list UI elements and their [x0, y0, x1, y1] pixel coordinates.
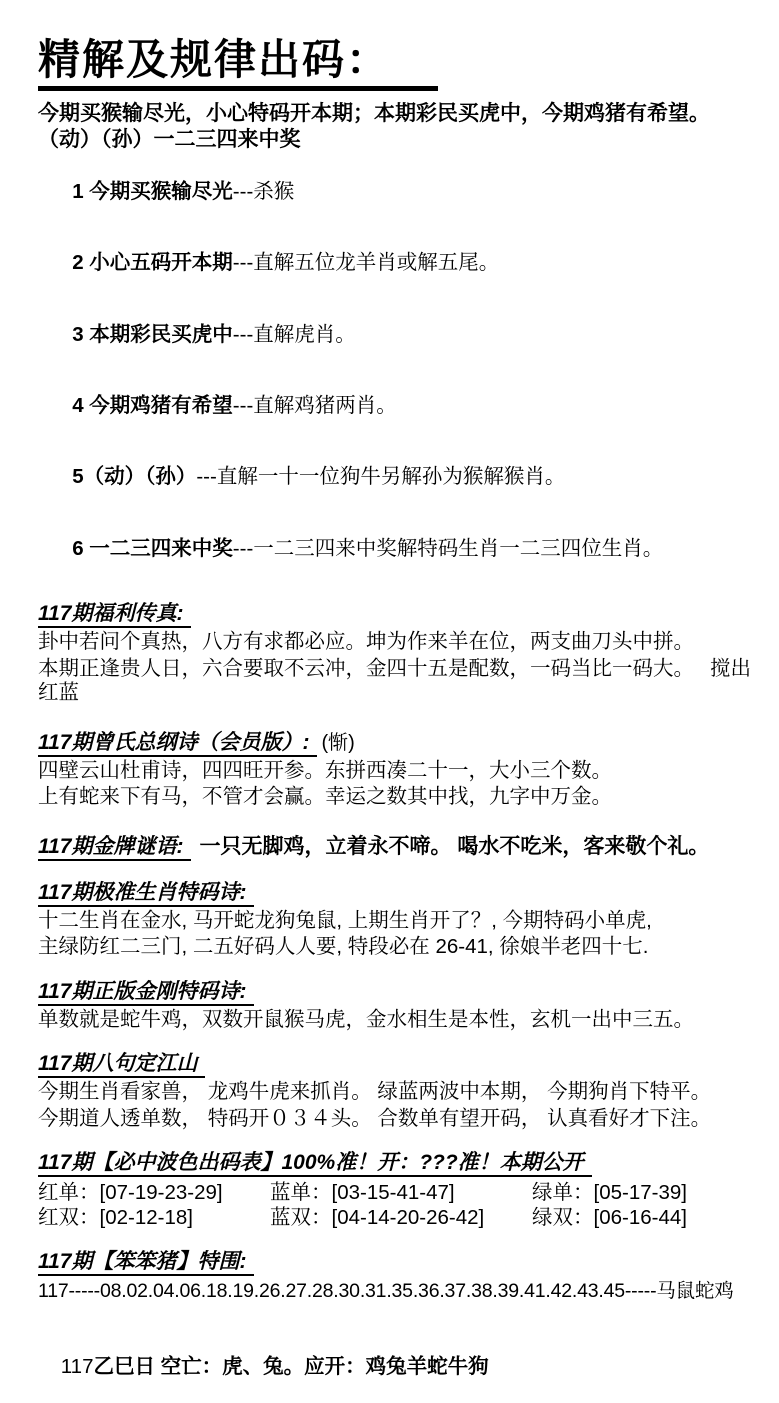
section-benbenzhu-tewei [38, 1250, 751, 1303]
section-heading: 117期极准生肖特码诗: [38, 881, 254, 907]
rule-line [38, 299, 751, 370]
section-line: 十二生肖在金水, 马开蛇龙狗兔鼠, 上期生肖开了？, 今期特码小单虎, [38, 908, 652, 932]
section-jinpai-miyu [38, 830, 751, 861]
benben-numbers-line: 117-----08.02.04.06.18.19.26.27.28.30.31.35.36.37.38.39.41.42.43.45-----马鼠蛇鸡 [38, 1280, 734, 1303]
bose-cell-red-odd: 红单：[07-19-23-29] [38, 1181, 223, 1205]
section-line: 单数就是蛇牛鸡，双数开鼠猴马虎，金水相生是本性，玄机一出中三五。 [38, 1007, 694, 1031]
rule-lead: 1 今期买猴输尽光 [72, 179, 233, 203]
rule-lead: 2 小心五码开本期 [72, 251, 233, 275]
rules-list [38, 156, 751, 584]
intro-text: 今期买猴输尽光，小心特码开本期；本期彩民买虎中，今期鸡猪有希望。（动）（孙）一二三四来中奖 [38, 102, 710, 152]
rule-lead: 3 本期彩民买虎中 [72, 322, 233, 346]
section-heading: 117期曾氏总纲诗（会员版）: [38, 731, 317, 757]
section-line: 今期道人透单数， 特码开０３４头。 合数单有望开码， 认真看好才下注。 [38, 1106, 712, 1130]
bose-cell-green-odd: 绿单：[05-17-39] [532, 1181, 687, 1205]
rule-rest: ---直解五位龙羊肖或解五尾。 [232, 251, 500, 275]
section-fuli-chuanzhen [38, 602, 751, 706]
rule-line [38, 513, 751, 584]
rule-line [38, 227, 751, 298]
bose-table [38, 1181, 751, 1230]
section-line: 今期生肖看家兽， 龙鸡牛虎来抓肖。 绿蓝两波中本期， 今期狗肖下特平。 [38, 1080, 712, 1104]
rule-line [38, 156, 751, 227]
section-heading: 117期八句定江山 [38, 1052, 205, 1078]
section-line: 上有蛇来下有马，不管才会赢。幸运之数其中找，九字中万金。 [38, 785, 612, 809]
bose-cell-red-even: 红双：[02-12-18] [38, 1205, 193, 1229]
doc-title-text: 精解及规律出码： [38, 38, 438, 91]
rule-rest: ---杀猴 [232, 179, 295, 203]
footer-issue-number: 117 [60, 1355, 94, 1379]
page-title [38, 38, 751, 91]
bose-cell-green-even: 绿双：[06-16-44] [532, 1205, 687, 1229]
rule-lead: 5（动）（孙） [72, 465, 197, 489]
section-jingang-tema [38, 980, 751, 1033]
section-note: (惭) [321, 731, 355, 754]
section-heading: 117期福利传真: [38, 602, 191, 628]
section-heading: 117期【必中波色出码表】100%准！开：???准！本期公开 [38, 1151, 592, 1177]
rule-rest: ---一二三四来中奖解特码生肖一二三四位生肖。 [232, 536, 664, 560]
section-heading: 117期正版金刚特码诗: [38, 980, 254, 1006]
section-line: 卦中若问个真热，八方有求都必应。坤为作来羊在位，两支曲刀头中拼。 [38, 630, 694, 654]
section-line: 主绿防红二三门, 二五好码人人要, 特段必在 26-41, 徐娘半老四十七. [38, 935, 649, 959]
rule-lead: 4 今期鸡猪有希望 [72, 394, 233, 418]
section-heading: 117期【笨笨猪】特围: [38, 1250, 254, 1276]
footer-text: 乙巳日 空亡：虎、兔。应开：鸡兔羊蛇牛狗 [93, 1355, 489, 1379]
section-jizhun-shengxiao [38, 881, 751, 960]
bose-cell-blue-even: 蓝双：[04-14-20-26-42] [270, 1205, 485, 1229]
section-bose-chuma-table [38, 1151, 751, 1230]
bose-cell-blue-odd: 蓝单：[03-15-41-47] [270, 1181, 455, 1205]
rule-line [38, 370, 751, 441]
rule-lead: 6 一二三四来中奖 [72, 536, 233, 560]
section-heading: 117期金牌谜语: [38, 835, 191, 861]
riddle-text: 一只无脚鸡，立着永不啼。 喝水不吃米，客来敬个礼。 [199, 834, 710, 858]
section-bajv-dingjiangshan [38, 1052, 751, 1131]
rule-line [38, 442, 751, 513]
section-zengshi-zonggang [38, 726, 751, 810]
rule-rest: ---直解虎肖。 [232, 322, 356, 346]
section-line: 四壁云山杜甫诗，四四旺开参。东拼西凑二十一，大小三个数。 [38, 758, 612, 782]
footer-line [38, 1331, 751, 1403]
section-line: 本期正逢贵人日，六合要取不云冲，金四十五是配数，一码当比一码大。 搅出红蓝 [38, 656, 751, 705]
rule-rest: ---直解一十一位狗牛另解孙为猴解猴肖。 [196, 465, 566, 489]
rule-rest: ---直解鸡猪两肖。 [232, 394, 397, 418]
